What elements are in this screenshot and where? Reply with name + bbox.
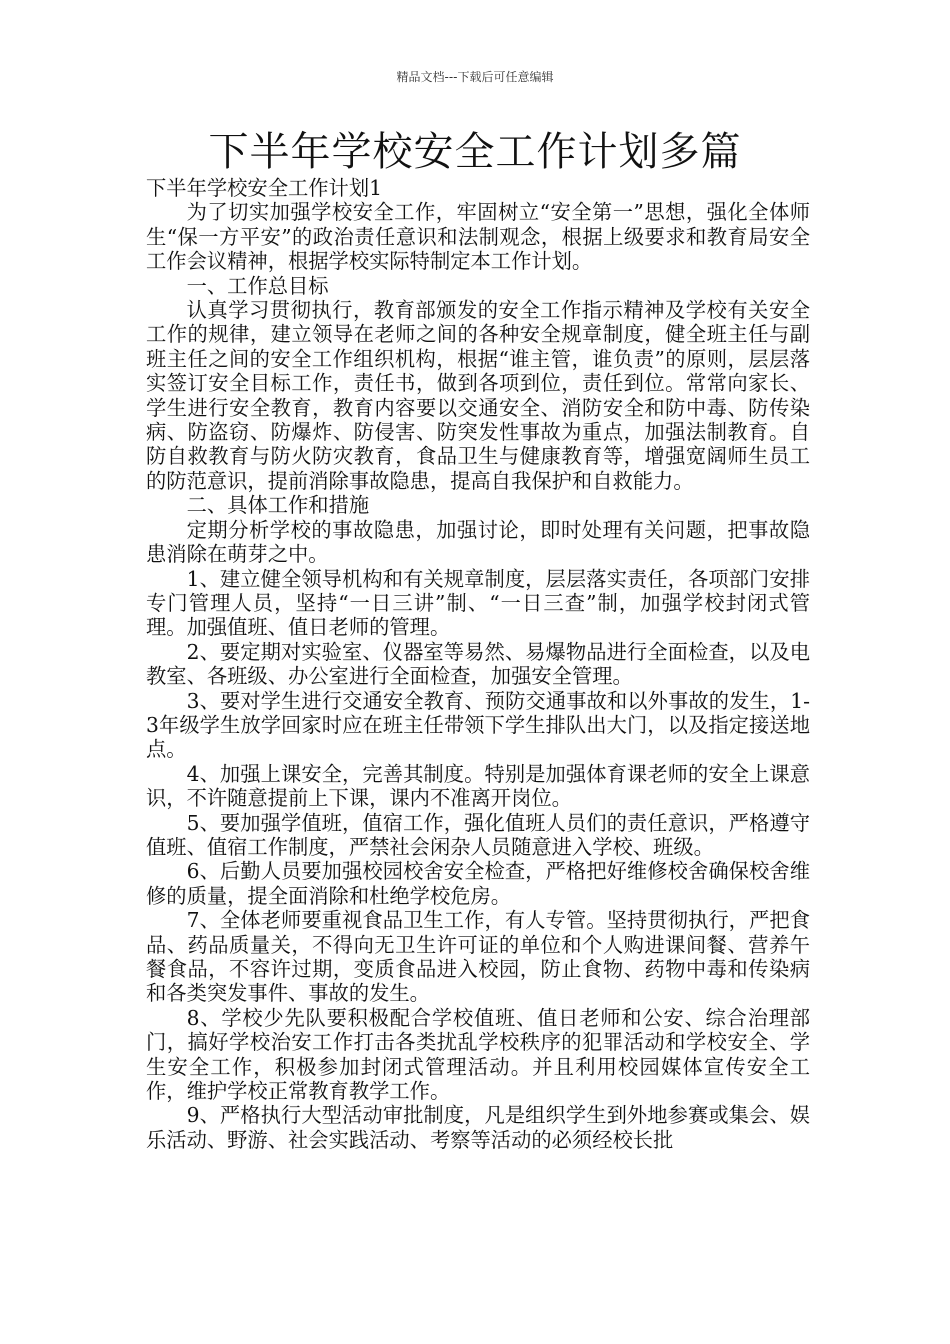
heading-measures: 二、具体工作和措施 — [186, 493, 370, 518]
paragraph-goal: 认真学习贯彻执行，教育部颁发的安全工作指示精神及学校有关安全工作的规律，建立领导在老师之间的各种安全规章制度，健全班主任与副班主任之间的安全工作组织机构，根据“谁主管，谁负责”的原则，层层落实签订安全目标工作，责任书，做到各项到位，责任到位。常常向家长、学生进行安全教育，教育内容要以交通安全、消防安全和防中毒、防传染病、防盗窃、防爆炸、防侵害、防突发性事故为重点，加强法制教育。自防自救教育与防火防灾教育，食品卫生与健康教育等，增强宽阔师生员工的防范意识，提前消除事故隐患，提高自我保护和自救能力。 — [146, 298, 810, 493]
paragraph-item-5: 5、要加强学值班，值宿工作，强化值班人员们的责任意识，严格遵守值班、值宿工作制度，严禁社会闲杂人员随意进入学校、班级。 — [146, 810, 810, 859]
paragraph-intro: 为了切实加强学校安全工作，牢固树立“安全第一”思想，强化全体师生“保一方平安”的政治责任意识和法制观念，根据上级要求和教育局安全工作会议精神，根据学校实际特制定本工作计划。 — [146, 200, 810, 274]
paragraph-measures-intro: 定期分析学校的事故隐患，加强讨论，即时处理有关问题，把事故隐患消除在萌芽之中。 — [146, 517, 810, 567]
paragraph-item-1: 1、建立健全领导机构和有关规章制度，层层落实责任，各项部门安排专门管理人员，坚持“一日三讲”制、“一日三查”制，加强学校封闭式管理。加强值班、值日老师的管理。 — [146, 566, 810, 640]
paragraph-item-3: 3、要对学生进行交通安全教育、预防交通事故和以外事故的发生，1-3年级学生放学回家时应在班主任带领下学生排队出大门，以及指定接送地点。 — [146, 688, 810, 762]
document-body — [146, 176, 810, 1152]
paragraph-item-4: 4、加强上课安全，完善其制度。特别是加强体育课老师的安全上课意识，不许随意提前上下课，课内不准离开岗位。 — [146, 761, 810, 811]
heading-overall-goal: 一、工作总目标 — [186, 273, 329, 298]
paragraph-item-2: 2、要定期对实验室、仪器室等易然、易爆物品进行全面检查，以及电教室、各班级、办公室进行全面检查，加强安全管理。 — [146, 639, 810, 689]
paragraph-item-8: 8、学校少先队要积极配合学校值班、值日老师和公安、综合治理部门，搞好学校治安工作打击各类扰乱学校秩序的犯罪活动和学校安全、学生安全工作，积极参加封闭式管理活动。并且利用校园媒体宣传安全工作，维护学校正常教育教学工作。 — [146, 1005, 810, 1104]
paragraph-item-7: 7、全体老师要重视食品卫生工作，有人专管。坚持贯彻执行，严把食品、药品质量关，不得向无卫生许可证的单位和个人购进课间餐、营养午餐食品，不容许过期，变质食品进入校园，防止食物、药物中毒和传染病和各类突发事件、事故的发生。 — [146, 908, 810, 1006]
header-note: 精品文档---下载后可任意编辑 — [396, 70, 554, 84]
paragraph-item-6: 6、后勤人员要加强校园校舍安全检查，严格把好维修校舍确保校舍维修的质量，提全面消除和杜绝学校危房。 — [146, 859, 810, 908]
paragraph-item-9: 9、严格执行大型活动审批制度，凡是组织学生到外地参赛或集会、娱乐活动、野游、社会实践活动、考察等活动的必须经校长批 — [146, 1103, 810, 1152]
document-title: 下半年学校安全工作计划多篇 — [208, 129, 742, 175]
section-heading: 下半年学校安全工作计划1 — [146, 176, 382, 200]
